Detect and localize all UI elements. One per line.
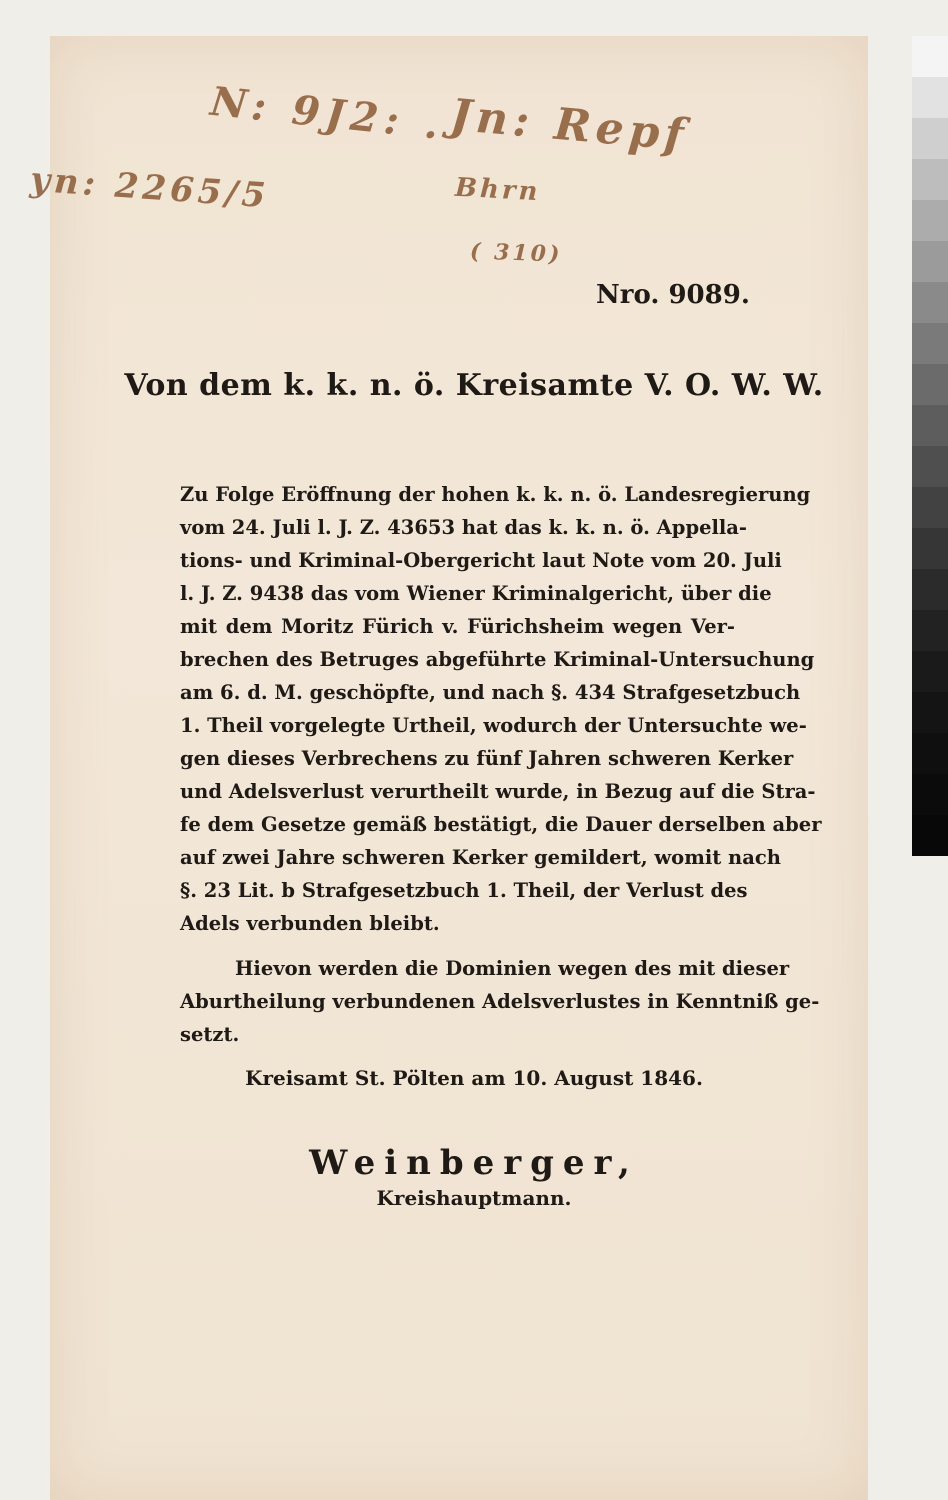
handwritten-annotation-2: yn: 2265/5 [28, 159, 271, 217]
handwritten-annotation-4: Bhrn [454, 172, 542, 208]
paragraph-2 [180, 952, 820, 1051]
body-line: Hievon werden die Dominien wegen des mit dieser [235, 957, 790, 980]
paragraph-1 [180, 478, 822, 940]
color-checker-strip [912, 36, 948, 856]
document-number: Nro. 9089. [596, 280, 750, 310]
signer-name: Weinberger, [309, 1143, 639, 1183]
body-line: Zu Folge Eröffnung der hohen k. k. n. ö. Landesregierung [180, 483, 811, 506]
signer-title: Kreishauptmann. [376, 1186, 572, 1210]
body-line: auf zwei Jahre schweren Kerker gemildert, womit nach [180, 846, 781, 869]
body-line: gen dieses Verbrechens zu fünf Jahren schweren Kerker [180, 747, 794, 770]
date-line: Kreisamt St. Pölten am 10. August 1846. [245, 1066, 703, 1090]
body-line: tions- und Kriminal-Obergericht laut Note vom 20. Juli [180, 549, 782, 572]
body-line: 1. Theil vorgelegte Urtheil, wodurch der Untersuchte we- [180, 714, 807, 737]
body-line: Adels verbunden bleibt. [180, 912, 440, 935]
document-body [180, 478, 822, 1051]
body-line: mit dem Moritz Fürich v. Fürichsheim wegen Ver- [180, 615, 735, 638]
body-line: setzt. [180, 1023, 240, 1046]
body-line: Aburtheilung verbundenen Adelsverlustes in Kenntniß ge- [180, 990, 820, 1013]
body-line: vom 24. Juli l. J. Z. 43653 hat das k. k. n. ö. Appella- [180, 516, 748, 539]
handwritten-annotation-3: Jn: Repf [448, 89, 691, 162]
body-line: l. J. Z. 9438 das vom Wiener Kriminalgericht, über die [180, 582, 772, 605]
body-line: und Adelsverlust verurtheilt wurde, in Bezug auf die Stra- [180, 780, 816, 803]
body-line: brechen des Betruges abgeführte Kriminal-Untersuchung [180, 648, 815, 671]
body-line: §. 23 Lit. b Strafgesetzbuch 1. Theil, der Verlust des [180, 879, 748, 902]
document-heading: Von dem k. k. n. ö. Kreisamte V. O. W. W. [124, 368, 824, 403]
body-line: fe dem Gesetze gemäß bestätigt, die Dauer derselben aber [180, 813, 822, 836]
body-line: am 6. d. M. geschöpfte, und nach §. 434 Strafgesetzbuch [180, 681, 801, 704]
handwritten-annotation-5: ( 310) [469, 238, 563, 268]
handwritten-annotation-1: N: 9J2: . [208, 77, 447, 150]
